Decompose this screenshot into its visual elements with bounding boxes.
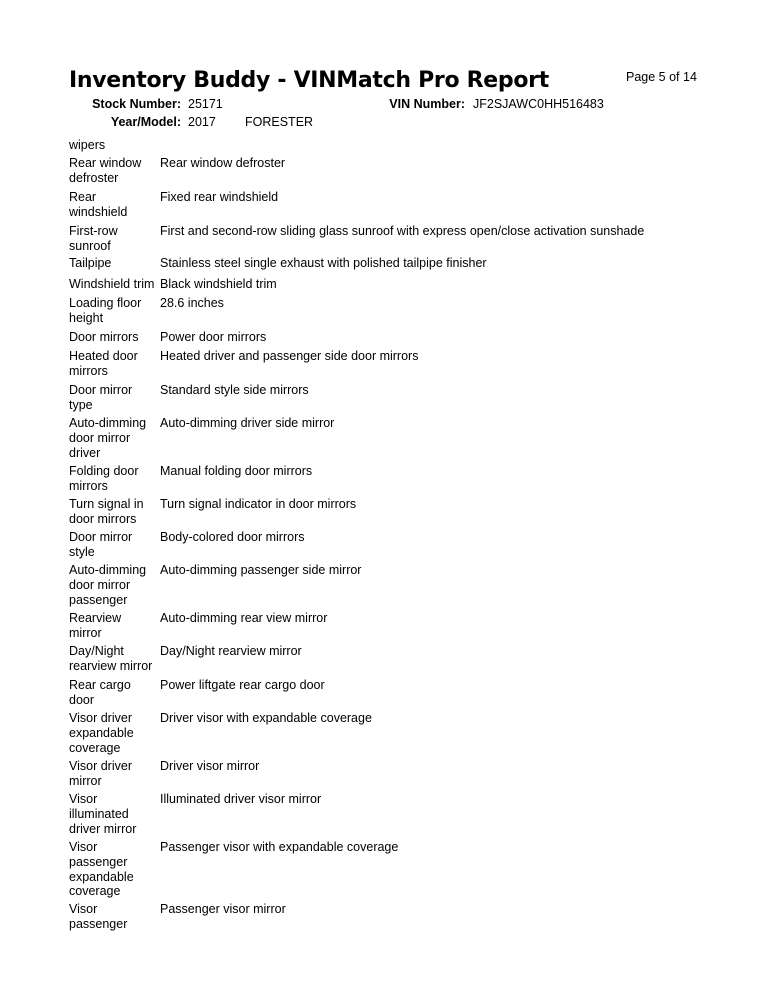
feature-label: wipers (69, 138, 106, 152)
feature-value: Day/Night rearview mirror (160, 644, 302, 658)
year-value: 2017 (188, 115, 216, 129)
page-number: Page 5 of 14 (626, 70, 697, 84)
feature-label: Rear window defroster (69, 156, 142, 185)
feature-label: Auto-dimming door mirror driver (69, 416, 147, 460)
feature-label: Visor illuminated driver mirror (69, 792, 137, 836)
stock-number-value: 25171 (188, 97, 223, 111)
feature-value: Fixed rear windshield (160, 190, 279, 204)
feature-label: Tailpipe (69, 256, 112, 270)
feature-label: Heated door mirrors (69, 349, 138, 378)
feature-label: Loading floor height (69, 296, 142, 325)
feature-value: Driver visor with expandable coverage (160, 711, 372, 725)
feature-label: Day/Night rearview mirror (69, 644, 153, 673)
feature-value: Passenger visor mirror (160, 902, 286, 916)
feature-value: 28.6 inches (160, 296, 224, 310)
vin-number-value: JF2SJAWC0HH516483 (473, 97, 604, 111)
feature-label: Turn signal in door mirrors (69, 497, 144, 526)
feature-value: Passenger visor with expandable coverage (160, 840, 399, 854)
stock-number-label: Stock Number: (92, 97, 181, 111)
feature-label: Folding door mirrors (69, 464, 139, 493)
feature-label: Visor passenger expandable coverage (69, 840, 134, 899)
feature-label: Door mirror type (69, 383, 133, 412)
feature-value: Turn signal indicator in door mirrors (160, 497, 357, 511)
feature-value: Heated driver and passenger side door mirrors (160, 349, 419, 363)
feature-label: Visor driver expandable coverage (69, 711, 134, 755)
feature-value: Auto-dimming passenger side mirror (160, 563, 362, 577)
feature-value: Stainless steel single exhaust with polished tailpipe finisher (160, 256, 487, 270)
feature-value: Auto-dimming rear view mirror (160, 611, 328, 625)
feature-label: Windshield trim (69, 277, 155, 291)
feature-label: Visor passenger (69, 902, 128, 931)
feature-value: First and second-row sliding glass sunroof with express open/close activation sunshade (160, 224, 645, 238)
feature-value: Power door mirrors (160, 330, 267, 344)
feature-label: Rearview mirror (69, 611, 122, 640)
feature-value: Illuminated driver visor mirror (160, 792, 322, 806)
vin-number-label: VIN Number: (389, 97, 465, 111)
feature-label: Rear cargo door (69, 678, 131, 707)
report-title: Inventory Buddy - VINMatch Pro Report (69, 68, 549, 93)
year-model-label: Year/Model: (110, 115, 181, 129)
feature-label: Rear windshield (69, 190, 128, 219)
feature-value: Manual folding door mirrors (160, 464, 313, 478)
feature-value: Standard style side mirrors (160, 383, 309, 397)
feature-value: Driver visor mirror (160, 759, 260, 773)
feature-label: Auto-dimming door mirror passenger (69, 563, 147, 607)
feature-label: Door mirror style (69, 530, 133, 559)
feature-value: Rear window defroster (160, 156, 286, 170)
feature-value: Power liftgate rear cargo door (160, 678, 325, 692)
feature-value: Auto-dimming driver side mirror (160, 416, 335, 430)
feature-value: Black windshield trim (160, 277, 277, 291)
feature-label: Visor driver mirror (69, 759, 132, 788)
model-value: FORESTER (245, 115, 314, 129)
feature-value: Body-colored door mirrors (160, 530, 305, 544)
feature-label: First-row sunroof (69, 224, 118, 253)
feature-label: Door mirrors (69, 330, 139, 344)
